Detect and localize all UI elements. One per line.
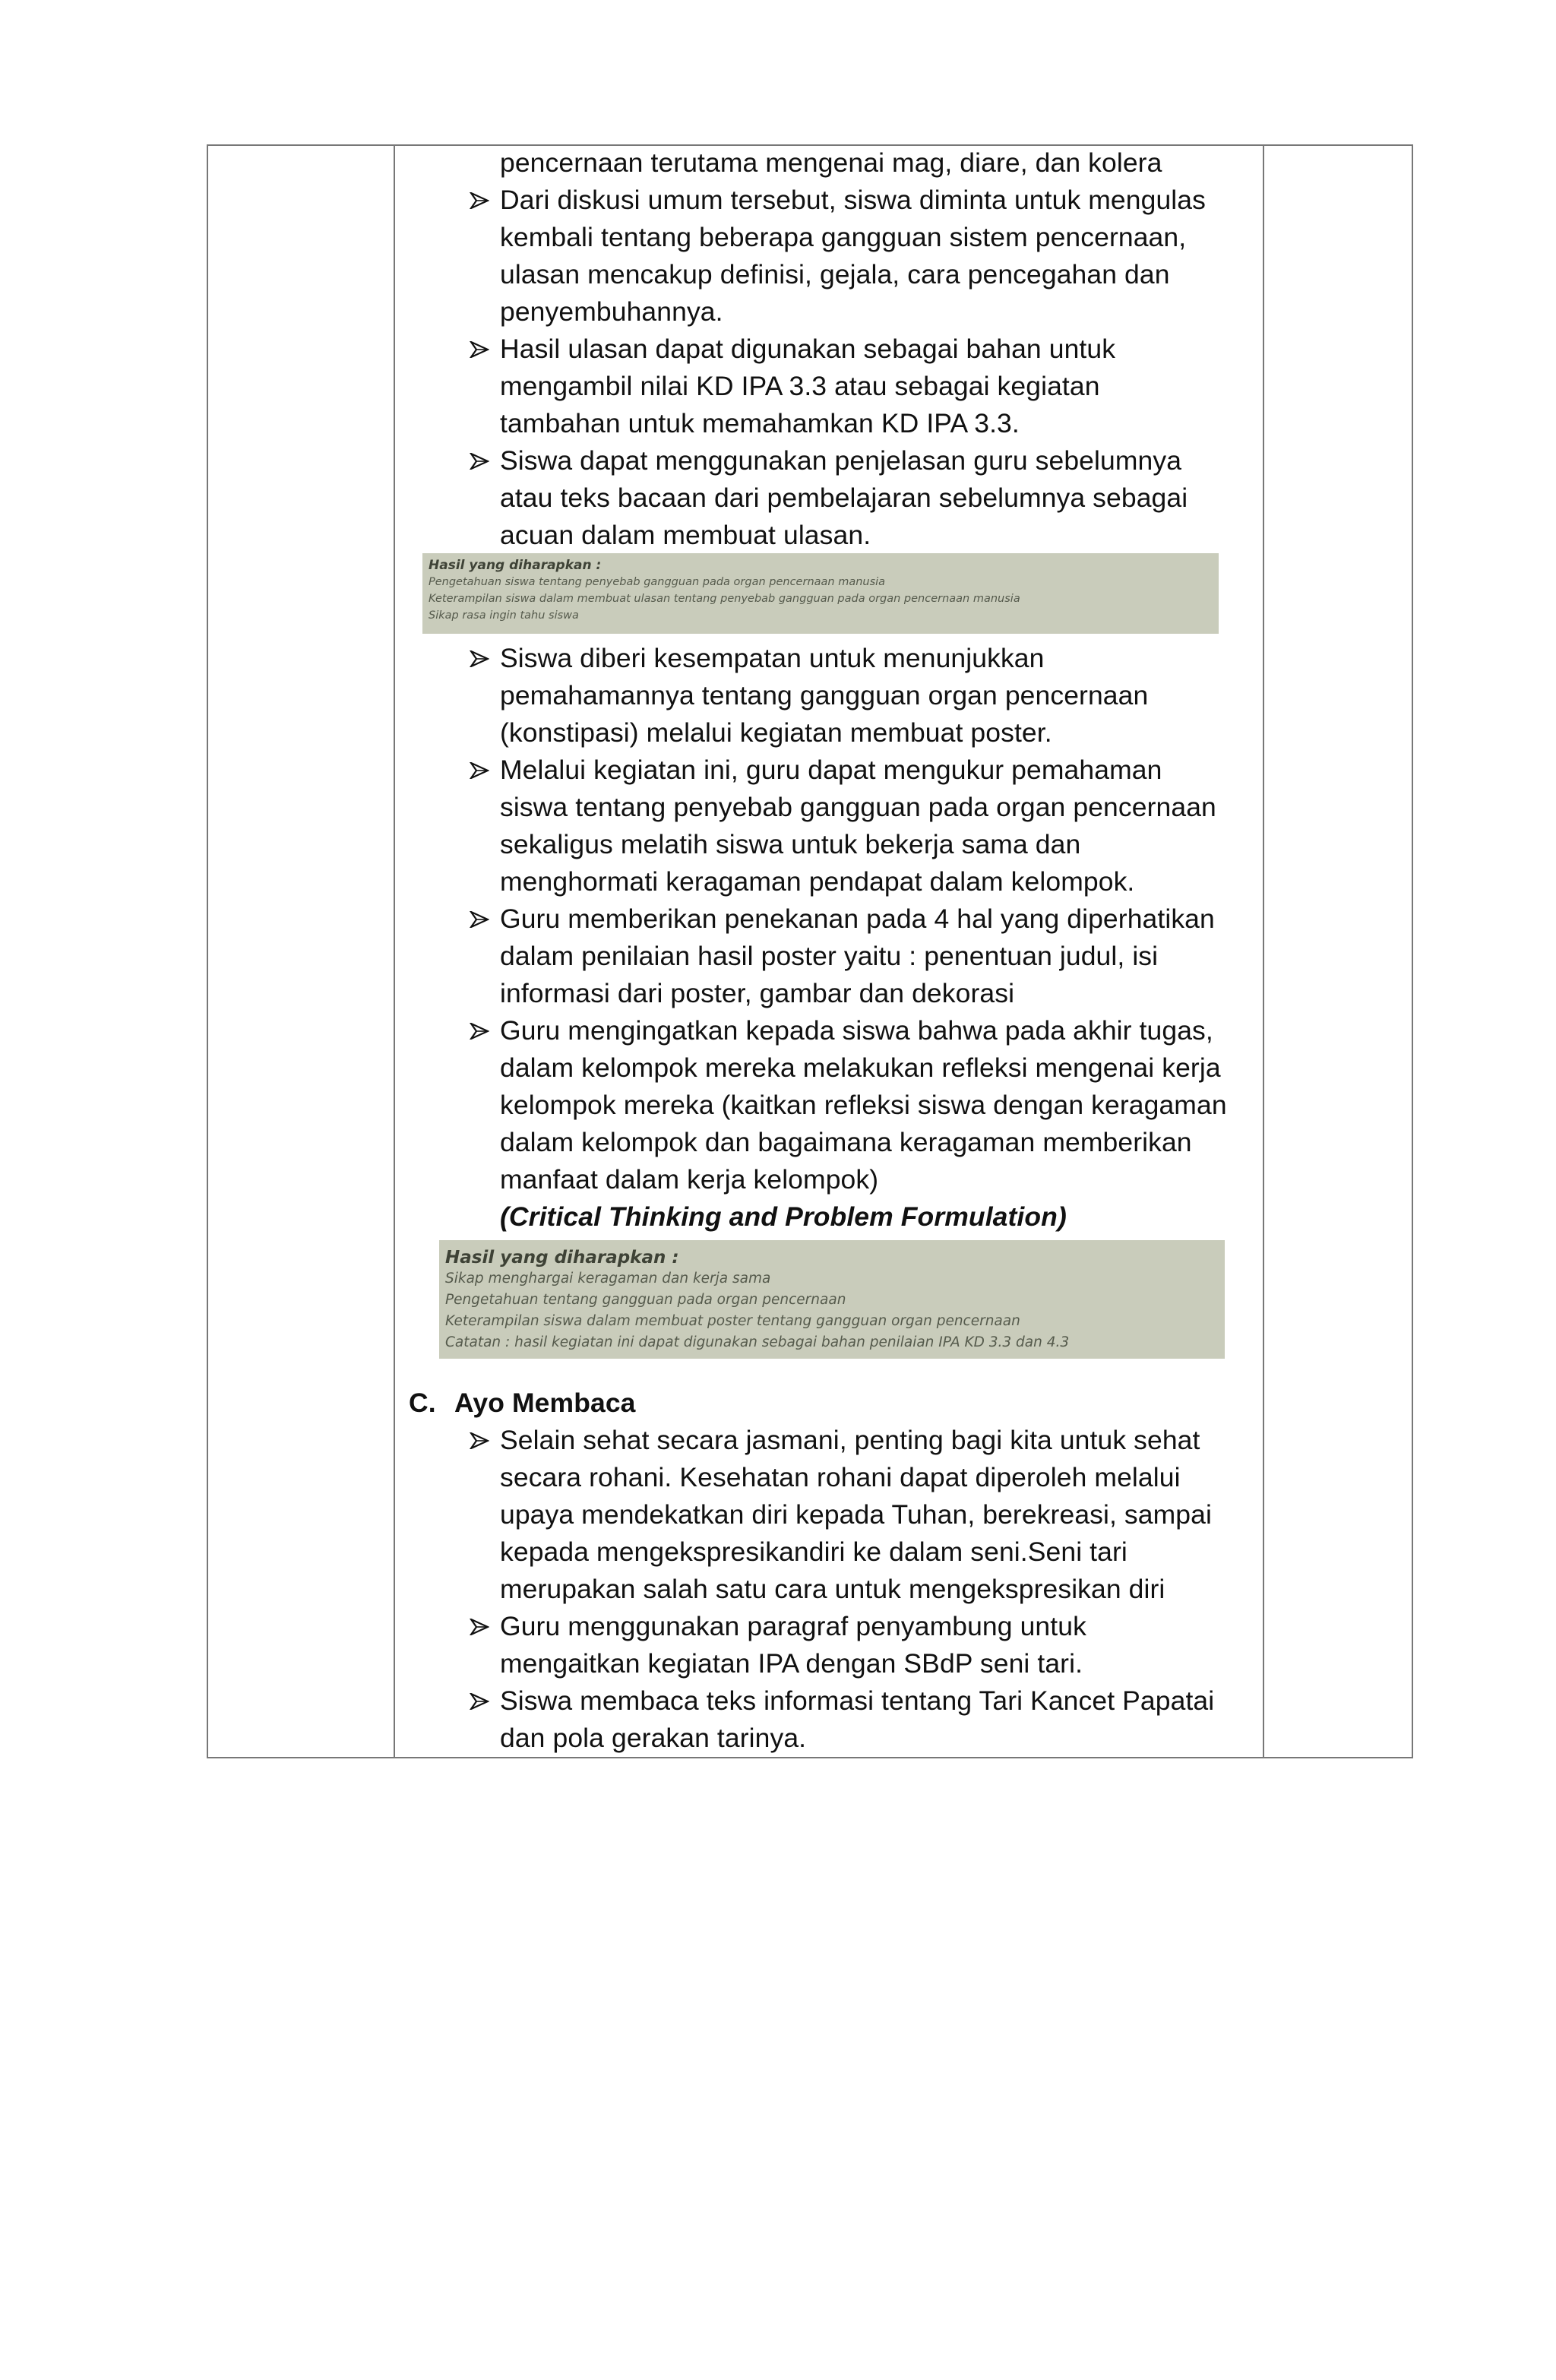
- continuation-text: informasi dari poster, gambar dan dekorasi: [500, 978, 1015, 1008]
- continuation-text: atau teks bacaan dari pembelajaran sebelumnya sebagai: [500, 483, 1188, 513]
- continuation-text: menghormati keragaman pendapat dalam kelompok.: [500, 866, 1135, 897]
- bullet-item-text: Siswa diberi kesempatan untuk menunjukkan: [500, 643, 1045, 673]
- continuation-text: dalam kelompok mereka melakukan refleksi mengenai kerja: [500, 1052, 1221, 1083]
- arrowhead-bullet-icon: [470, 182, 492, 219]
- arrowhead-bullet-icon: [470, 900, 492, 938]
- section-number: C.: [409, 1388, 436, 1418]
- continuation-text: siswa tentang penyebab gangguan pada organ pencernaan: [500, 792, 1216, 822]
- continuation-text: dalam kelompok dan bagaimana keragaman memberikan: [500, 1127, 1192, 1157]
- arrowhead-bullet-icon: [470, 752, 492, 789]
- arrowhead-bullet-icon: [470, 331, 492, 368]
- bullet-item-text: Siswa dapat menggunakan penjelasan guru sebelumnya: [500, 445, 1182, 476]
- arrowhead-bullet-icon: [470, 1608, 492, 1645]
- expected-results-title: Hasil yang diharapkan :: [445, 1248, 679, 1268]
- continuation-text: penyembuhannya.: [500, 296, 723, 327]
- bullet-item-text: Selain sehat secara jasmani, penting bagi kita untuk sehat: [500, 1425, 1200, 1455]
- expected-result-item: Sikap menghargai keragaman dan kerja sama: [445, 1271, 771, 1287]
- continuation-text: tambahan untuk memahamkan KD IPA 3.3.: [500, 408, 1020, 438]
- critical-thinking-label: (Critical Thinking and Problem Formulation): [500, 1201, 1067, 1232]
- expected-result-item: Sikap rasa ingin tahu siswa: [429, 609, 579, 622]
- continuation-text: sekaligus melatih siswa untuk bekerja sama dan: [500, 829, 1081, 859]
- section-heading: [409, 1385, 636, 1422]
- expected-results-box: [422, 553, 1219, 634]
- continuation-text: pemahamannya tentang gangguan organ pencernaan: [500, 680, 1149, 711]
- expected-result-item: Catatan : hasil kegiatan ini dapat digunakan sebagai bahan penilaian IPA KD 3.3 dan 4.3: [445, 1334, 1070, 1350]
- continuation-text: ulasan mencakup definisi, gejala, cara pencegahan dan: [500, 259, 1170, 290]
- expected-result-item: Pengetahuan tentang gangguan pada organ pencernaan: [445, 1292, 846, 1308]
- continuation-text: acuan dalam membuat ulasan.: [500, 520, 871, 550]
- continuation-text: dan pola gerakan tarinya.: [500, 1723, 807, 1753]
- expected-result-item: Pengetahuan siswa tentang penyebab gangguan pada organ pencernaan manusia: [429, 576, 886, 588]
- continuation-text: kelompok mereka (kaitkan refleksi siswa dengan keragaman: [500, 1090, 1227, 1120]
- bullet-item-text: Guru mengingatkan kepada siswa bahwa pada akhir tugas,: [500, 1015, 1213, 1046]
- continuation-text: mengaitkan kegiatan IPA dengan SBdP seni tari.: [500, 1648, 1083, 1679]
- continuation-text: kepada mengekspresikandiri ke dalam seni.Seni tari: [500, 1537, 1127, 1567]
- bullet-item-text: Hasil ulasan dapat digunakan sebagai bahan untuk: [500, 334, 1116, 364]
- continuation-text: manfaat dalam kerja kelompok): [500, 1164, 879, 1195]
- continuation-text: upaya mendekatkan diri kepada Tuhan, berekreasi, sampai: [500, 1499, 1212, 1530]
- lesson-table: [207, 144, 1413, 1758]
- activity-cell: [409, 146, 1260, 1757]
- continuation-text: (konstipasi) melalui kegiatan membuat poster.: [500, 717, 1052, 748]
- expected-result-item: Keterampilan siswa dalam membuat ulasan tentang penyebab gangguan pada organ pencernaan manusia: [429, 593, 1020, 605]
- continuation-text: kembali tentang beberapa gangguan sistem pencernaan,: [500, 222, 1187, 252]
- arrowhead-bullet-icon: [470, 1012, 492, 1049]
- bullet-item-text: Dari diskusi umum tersebut, siswa diminta untuk mengulas: [500, 185, 1206, 215]
- bullet-item-text: Guru menggunakan paragraf penyambung untuk: [500, 1611, 1086, 1641]
- arrowhead-bullet-icon: [470, 1682, 492, 1720]
- continuation-text: pencernaan terutama mengenai mag, diare, dan kolera: [500, 147, 1162, 178]
- table-column-divider: [394, 146, 395, 1757]
- bullet-item-text: Siswa membaca teks informasi tentang Tari Kancet Papatai: [500, 1685, 1215, 1716]
- arrowhead-bullet-icon: [470, 442, 492, 479]
- arrowhead-bullet-icon: [470, 640, 492, 677]
- bullet-item-text: Melalui kegiatan ini, guru dapat mengukur pemahaman: [500, 755, 1162, 785]
- continuation-text: mengambil nilai KD IPA 3.3 atau sebagai kegiatan: [500, 371, 1100, 401]
- expected-result-item: Keterampilan siswa dalam membuat poster tentang gangguan organ pencernaan: [445, 1313, 1020, 1329]
- continuation-text: merupakan salah satu cara untuk mengekspresikan diri: [500, 1574, 1165, 1604]
- expected-results-box: [439, 1240, 1225, 1359]
- section-title: Ayo Membaca: [454, 1388, 636, 1418]
- expected-results-title: Hasil yang diharapkan :: [429, 558, 602, 573]
- arrowhead-bullet-icon: [470, 1422, 492, 1459]
- continuation-text: dalam penilaian hasil poster yaitu : penentuan judul, isi: [500, 941, 1159, 971]
- table-column-divider: [1263, 146, 1264, 1757]
- continuation-text: secara rohani. Kesehatan rohani dapat diperoleh melalui: [500, 1462, 1181, 1492]
- bullet-item-text: Guru memberikan penekanan pada 4 hal yang diperhatikan: [500, 904, 1215, 934]
